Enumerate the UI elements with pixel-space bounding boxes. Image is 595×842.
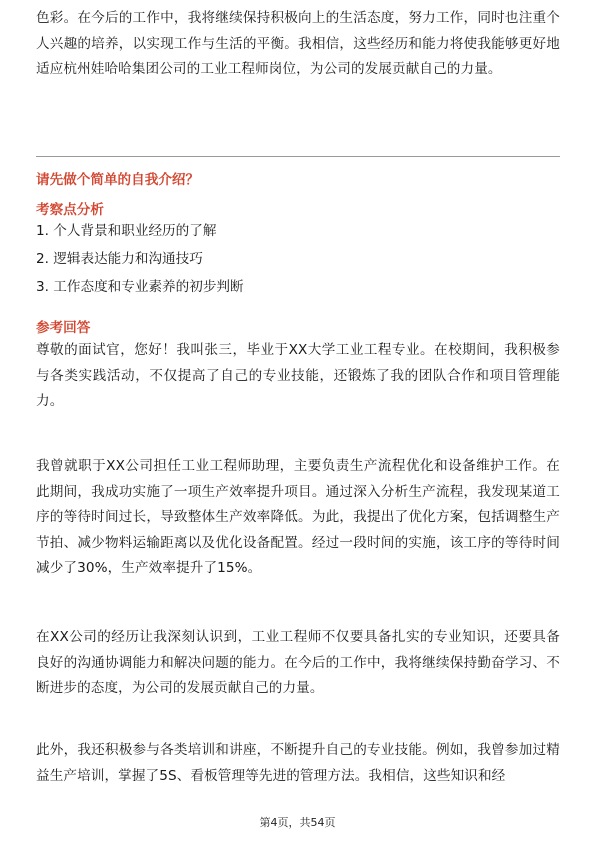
list-item: 1. 个人背景和职业经历的了解 xyxy=(36,223,217,239)
answer-paragraph: 在XX公司的经历让我深刻认识到，工业工程师不仅要具备扎实的专业知识，还要具备良好的沟通协调能力和解决问题的能力。在今后的工作中，我将继续保持勤奋学习、不断进步的态度，为公司的发展贡献自己的力量。 xyxy=(36,629,560,696)
intro-paragraph: 色彩。在今后的工作中，我将继续保持积极向上的生活态度，努力工作，同时也注重个人兴趣的培养，以实现工作与生活的平衡。我相信，这些经历和能力将使我能够更好地适应杭州娃哈哈集团公司的工业工程师岗位，为公司的发展贡献自己的力量。 xyxy=(36,10,560,77)
list-item: 2. 逻辑表达能力和沟通技巧 xyxy=(36,251,203,267)
list-item: 3. 工作态度和专业素养的初步判断 xyxy=(36,279,244,295)
section-divider xyxy=(36,156,560,157)
answer-paragraph: 尊敬的面试官，您好！我叫张三，毕业于XX大学工业工程专业。在校期间，我积极参与各类实践活动，不仅提高了自己的专业技能，还锻炼了我的团队合作和项目管理能力。 xyxy=(36,342,560,409)
answer-heading: 参考回答 xyxy=(36,320,91,336)
analysis-heading: 考察点分析 xyxy=(36,202,104,218)
answer-paragraph: 此外，我还积极参与各类培训和讲座，不断提升自己的专业技能。例如，我曾参加过精益生产培训，掌握了5S、看板管理等先进的管理方法。我相信，这些知识和经 xyxy=(36,742,560,784)
analysis-list xyxy=(36,217,244,301)
question-title: 请先做个简单的自我介绍？ xyxy=(36,172,200,188)
answer-paragraph: 我曾就职于XX公司担任工业工程师助理，主要负责生产流程优化和设备维护工作。在此期间，我成功实施了一项生产效率提升项目。通过深入分析生产流程，我发现某道工序的等待时间过长，导致整体生产效率降低。为此，我提出了优化方案，包括调整生产节拍、减少物料运输距离以及优化设备配置。经过一段时间的实施，该工序的等待时间减少了30%，生产效率提升了15%。 xyxy=(36,458,560,576)
page-footer: 第4页，共54页 xyxy=(259,816,336,829)
